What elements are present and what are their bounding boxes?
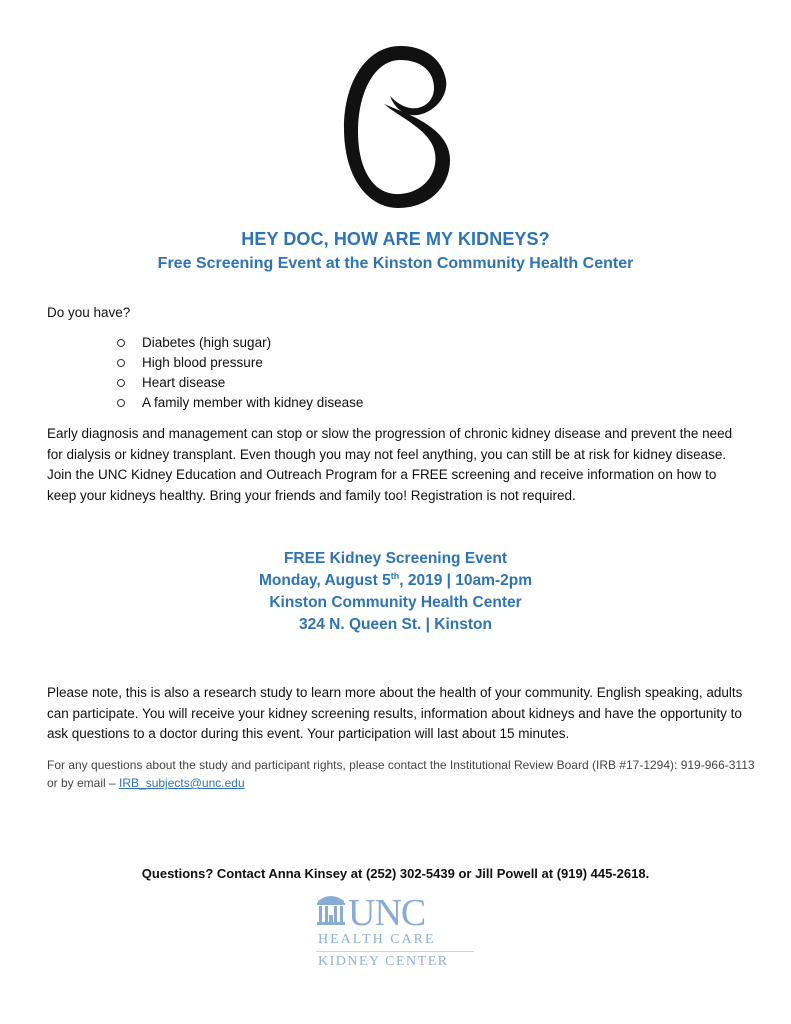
irb-email-link[interactable]: IRB_subjects@unc.edu bbox=[119, 776, 245, 790]
research-paragraph: Please note, this is also a research study to learn more about the health of your community. English speaking, adults can participate. You will receive your kidney screening results, information about kidneys and have the opportunity to ask questions to a doctor during this event. Your participation will last about 15 minutes. bbox=[47, 685, 743, 741]
page-title: HEY DOC, HOW ARE MY KIDNEYS? bbox=[241, 229, 550, 249]
irb-notice: For any questions about the study and participant rights, please contact the Institutional Review Board (IRB #17-1294): 919-966-3113 or by email – IRB_subjects@unc.edu bbox=[47, 758, 755, 790]
risk-factor-list bbox=[115, 333, 363, 413]
list-item: A family member with kidney disease bbox=[115, 393, 363, 413]
event-address: 324 N. Queen St. | Kinston bbox=[299, 616, 492, 633]
intro-question: Do you have? bbox=[47, 305, 131, 320]
unc-brand: UNC bbox=[348, 892, 426, 934]
kidney-center-label: KIDNEY CENTER bbox=[318, 954, 449, 969]
event-details bbox=[0, 548, 791, 636]
unc-kidney-center-logo bbox=[316, 892, 476, 972]
circle-bullet-icon bbox=[117, 339, 125, 347]
logo-divider bbox=[316, 951, 474, 952]
list-item: High blood pressure bbox=[115, 353, 363, 373]
kidney-icon bbox=[338, 40, 456, 212]
circle-bullet-icon bbox=[117, 399, 125, 407]
circle-bullet-icon bbox=[117, 359, 125, 367]
event-date: Monday, August 5th, 2019 | 10am-2pm bbox=[259, 570, 532, 589]
old-well-icon bbox=[316, 891, 346, 930]
contact-info: Questions? Contact Anna Kinsey at (252) 302-5439 or Jill Powell at (919) 445-2618. bbox=[141, 866, 650, 881]
description-paragraph: Early diagnosis and management can stop or slow the progression of chronic kidney disease and prevent the need for dialysis or kidney transplant. Even though you may not feel anything, you can still be at risk for kidney disease. Join the UNC Kidney Education and Outreach Program for a FREE screening and receive information on how to keep your kidneys healthy. Bring your friends and family too! Registration is not required. bbox=[47, 426, 733, 503]
list-item: Diabetes (high sugar) bbox=[115, 333, 363, 353]
event-location: Kinston Community Health Center bbox=[269, 594, 522, 611]
list-item: Heart disease bbox=[115, 373, 363, 393]
unc-health-care-label: HEALTH CARE bbox=[318, 932, 436, 947]
circle-bullet-icon bbox=[117, 379, 125, 387]
page-subtitle: Free Screening Event at the Kinston Community Health Center bbox=[157, 255, 634, 272]
event-name: FREE Kidney Screening Event bbox=[283, 550, 508, 567]
